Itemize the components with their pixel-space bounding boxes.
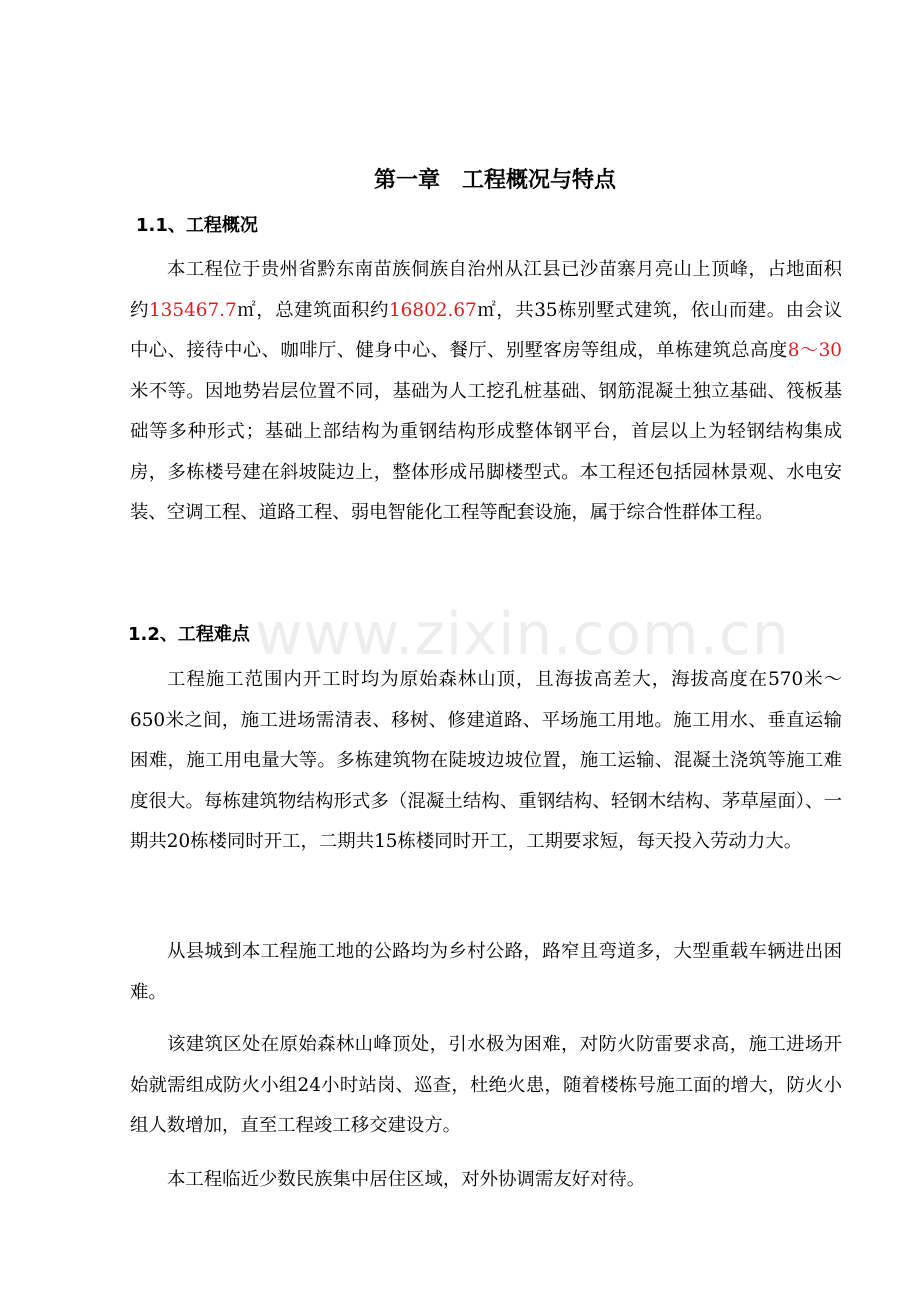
section-heading-1-2: 1.2、工程难点 <box>128 624 250 645</box>
overview-text-c: ㎡，共35栋别墅式建筑，依山而建。由会议中心、接待中心、咖啡厅、健身中心、餐厅、别墅客房等组成，单栋建筑总高度 <box>130 299 842 361</box>
section-heading-1-1: 1.1、工程概况 <box>136 215 258 236</box>
difficulty-paragraph-2: 从县城到本工程施工地的公路均为乡村公路，路窄且弯道多，大型重载车辆进出困难。 <box>130 941 842 1003</box>
overview-text-a: 本工程位于贵州省黔东南苗族侗族自治州从江县已沙苗寨月亮山上顶峰，占地面积约 <box>130 259 842 321</box>
site-area-value: 135467.7 <box>148 299 237 321</box>
overview-text-d: 米不等。因地势岩层位置不同，基础为人工挖孔桩基础、钢筋混凝土独立基础、筏板基础等多种形式；基础上部结构为重钢结构形成整体钢平台，首层以上为轻钢结构集成房，多栋楼号建在斜坡陡边上，整体形成吊脚楼型式。本工程还包括园林景观、水电安装、空调工程、道路工程、弱电智能化工程等配套设施，属于综合性群体工程。 <box>130 380 842 523</box>
chapter-title <box>0 163 920 194</box>
overview-paragraph <box>130 250 842 534</box>
overview-text-b: ㎡，总建筑面积约 <box>236 299 389 321</box>
difficulty-paragraph-4: 本工程临近少数民族集中居住区域，对外协调需友好对待。 <box>167 1169 646 1190</box>
building-height-value: 8～30 <box>787 340 842 361</box>
chapter-number: 第一章 <box>373 168 440 193</box>
difficulty-paragraph-3: 该建筑区处在原始森林山峰顶处，引水极为困难，对防火防雷要求高，施工进场开始就需组成防火小组24小时站岗、巡查，杜绝火患，随着楼栋号施工面的增大，防火小组人数增加，直至工程竣工移交建设方。 <box>130 1034 842 1136</box>
chapter-title-text: 工程概况与特点 <box>462 168 617 193</box>
difficulty-paragraph-1: 工程施工范围内开工时均为原始森林山顶，且海拔高差大，海拔高度在570米～650米之间，施工进场需清表、移树、修建道路、平场施工用地。施工用水、垂直运输困难，施工用电量大等。多栋建筑物在陡坡边坡位置，施工运输、混凝土浇筑等施工难度很大。每栋建筑物结构形式多（混凝土结构、重钢结构、轻钢木结构、茅草屋面）、一期共20栋楼同时开工，二期共15栋楼同时开工，工期要求短，每天投入劳动力大。 <box>130 669 842 852</box>
watermark: www.zixin.com.cn <box>255 600 790 668</box>
building-area-value: 16802.67 <box>388 299 477 321</box>
